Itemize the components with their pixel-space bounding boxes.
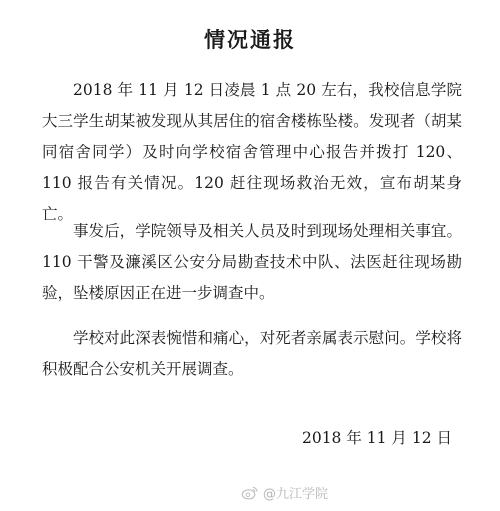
paragraph-response: 事发后，学院领导及相关人员及时到现场处理相关事宜。110 干警及濂溪区公安分局勘查技术中队、法医赶往现场勘验，坠楼原因正在进一步调查中。 — [42, 222, 462, 302]
document-date: 2018 年 11 月 12 日 — [301, 429, 452, 447]
document-title: 情况通报 — [204, 28, 296, 52]
watermark — [241, 483, 328, 502]
watermark-text: @九江学院 — [262, 487, 328, 502]
paragraph-condolence: 学校对此深表惋惜和痛心，对死者亲属表示慰问。学校将积极配合公安机关开展调查。 — [42, 329, 462, 378]
weibo-icon — [241, 486, 259, 500]
paragraph-incident: 2018 年 11 月 12 日凌晨 1 点 20 左右，我校信息学院大三学生胡某被发现从其居住的宿舍楼栋坠楼。发现者（胡某同宿舍同学）及时向学校宿舍管理中心报告并拨打 120、110 报告有关情况。120 赶往现场救治无效，宣布胡某身亡。 — [42, 81, 462, 223]
